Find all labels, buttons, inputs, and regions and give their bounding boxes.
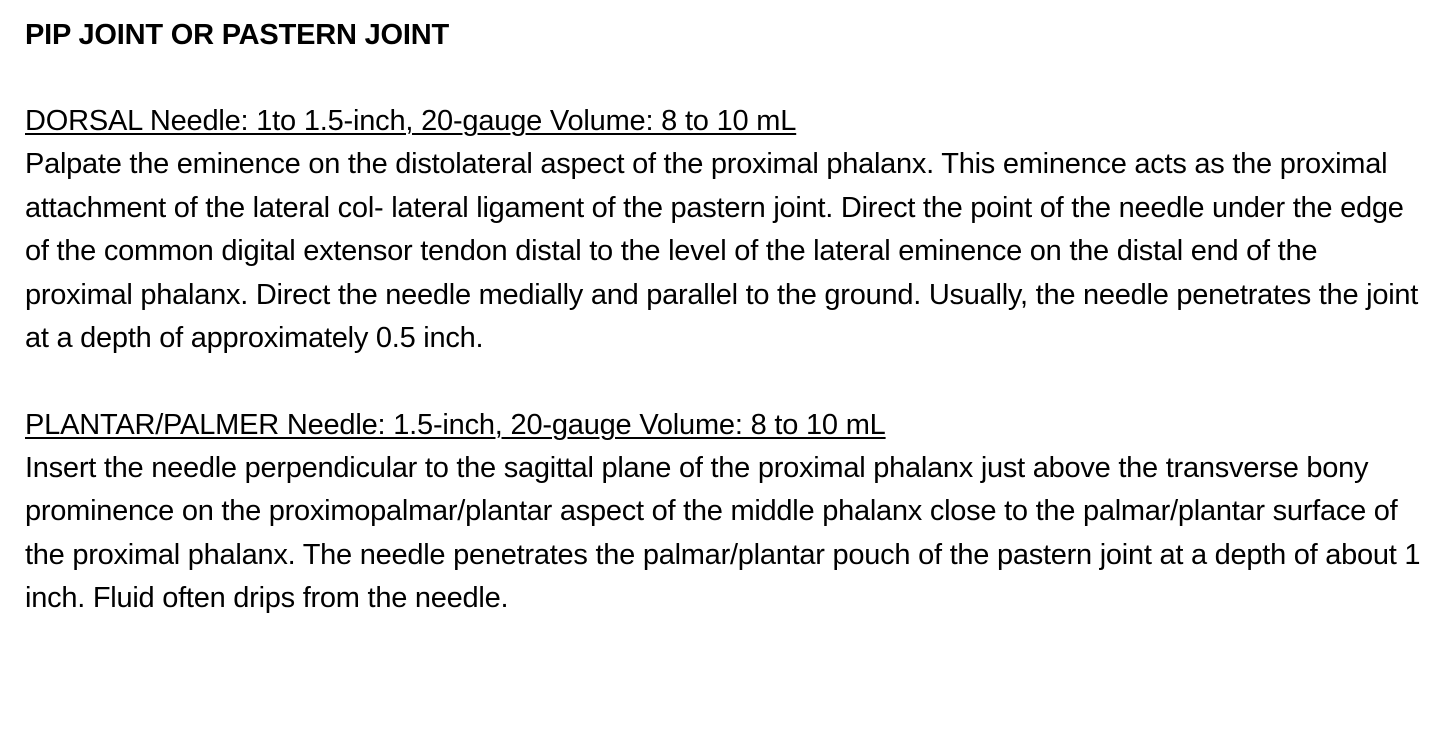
document-title: PIP JOINT OR PASTERN JOINT [25, 19, 449, 51]
section-plantar-palmer [25, 404, 1425, 621]
document [25, 14, 1425, 621]
section-heading-dorsal: DORSAL Needle: 1to 1.5-inch, 20-gauge Volume: 8 to 10 mL [25, 105, 797, 137]
section-body-dorsal: Palpate the eminence on the distolateral aspect of the proximal phalanx. This eminence acts as the proximal attachment of the lateral col- lateral ligament of the pastern joint. Direct the point of the needle under the edge of the common digital extensor tendon distal to the level of the lateral eminence on the distal end of the proximal phalanx. Direct the needle medially and parallel to the ground. Usually, the needle penetrates the joint at a depth of approximately 0.5 inch. [25, 148, 1419, 354]
section-heading-plantar-palmer: PLANTAR/PALMER Needle: 1.5-inch, 20-gauge Volume: 8 to 10 mL [25, 408, 886, 441]
section-dorsal [25, 100, 1425, 361]
section-body-plantar-palmer: Insert the needle perpendicular to the sagittal plane of the proximal phalanx just above the transverse bony prominence on the proximopalmar/plantar aspect of the middle phalanx close to the palmar/plantar surface of the proximal phalanx. The needle penetrates the palmar/plantar pouch of the pastern joint at a depth of about 1 inch. Fluid often drips from the needle. [25, 451, 1421, 614]
